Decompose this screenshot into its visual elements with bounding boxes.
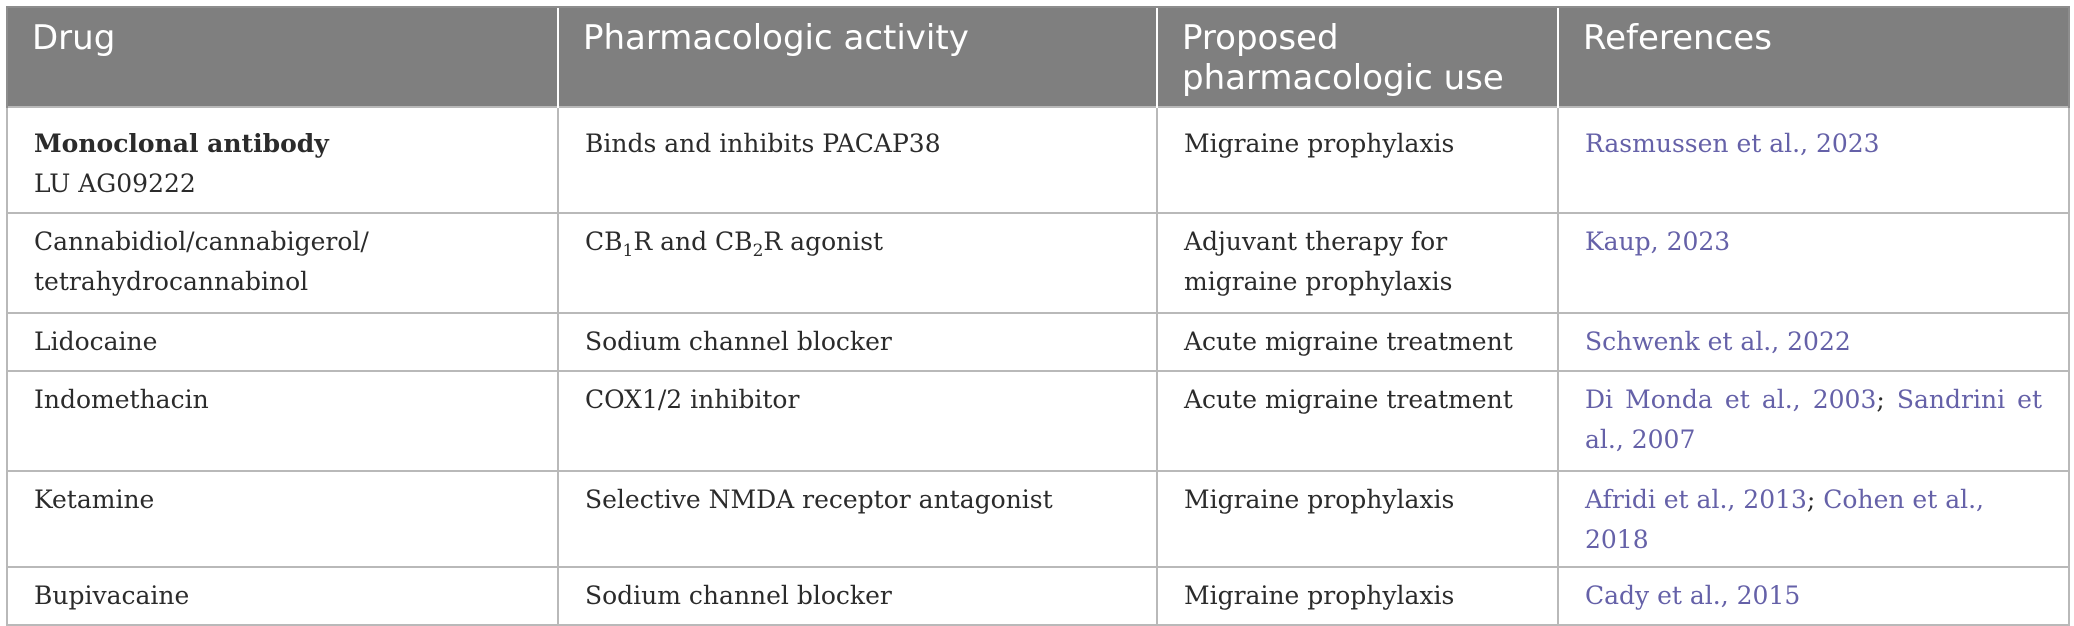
reference-link[interactable]: Cady et al., 2015 (1585, 581, 1801, 610)
table-row (7, 213, 2069, 313)
reference-link[interactable]: Schwenk et al., 2022 (1585, 327, 1851, 356)
cell-use: Migraine prophylaxis (1157, 567, 1558, 625)
drug-name-line1: Cannabidiol/cannabigerol/ (34, 227, 369, 256)
reference-link[interactable]: Kaup, 2023 (1585, 227, 1731, 256)
table-row (7, 371, 2069, 471)
reference-separator: ; (1876, 385, 1897, 414)
activity-sub1: 1 (622, 241, 634, 261)
header-activity: Pharmacologic activity (558, 7, 1157, 107)
reference-link[interactable]: Sandrini et al., 2007 (1585, 385, 2043, 454)
cell-activity: Binds and inhibits PACAP38 (558, 107, 1157, 213)
table-body (7, 107, 2069, 625)
cell-use (1157, 213, 1558, 313)
activity-mid: R and CB (633, 227, 753, 256)
cell-use: Migraine prophylaxis (1157, 471, 1558, 567)
cell-references (1558, 471, 2069, 567)
drug-name: LU AG09222 (34, 169, 196, 198)
header-references: References (1558, 7, 2069, 107)
cell-drug: Ketamine (7, 471, 558, 567)
header-use-line1: Proposed (1182, 18, 1339, 58)
cell-references (1558, 213, 2069, 313)
cell-drug: Lidocaine (7, 313, 558, 371)
header-use (1157, 7, 1558, 107)
table-header (7, 7, 2069, 107)
use-line2: migraine prophylaxis (1184, 267, 1453, 296)
table-row (7, 471, 2069, 567)
cell-drug: Indomethacin (7, 371, 558, 471)
reference-link[interactable]: Rasmussen et al., 2023 (1585, 129, 1880, 158)
cell-activity: Sodium channel blocker (558, 567, 1157, 625)
cell-drug (7, 107, 558, 213)
header-row (7, 7, 2069, 107)
table-row (7, 567, 2069, 625)
table-row (7, 313, 2069, 371)
drug-table-container (6, 6, 2068, 626)
table-row (7, 107, 2069, 213)
header-use-line2: pharmacologic use (1182, 58, 1504, 98)
reference-link[interactable]: Cohen et al., 2018 (1585, 485, 1985, 554)
cell-drug: Bupivacaine (7, 567, 558, 625)
activity-tail: R agonist (763, 227, 884, 256)
cell-references (1558, 107, 2069, 213)
activity-cb1: CB (585, 227, 623, 256)
drug-category-title: Monoclonal antibody (34, 129, 329, 158)
reference-link[interactable]: Afridi et al., 2013 (1585, 485, 1807, 514)
cell-activity (558, 213, 1157, 313)
cell-drug (7, 213, 558, 313)
use-line1: Adjuvant therapy for (1184, 227, 1448, 256)
cell-references (1558, 371, 2069, 471)
cell-use: Acute migraine treatment (1157, 371, 1558, 471)
drug-name-line2: tetrahydrocannabinol (34, 267, 309, 296)
cell-activity: COX1/2 inhibitor (558, 371, 1157, 471)
drug-table (6, 6, 2070, 626)
reference-separator: ; (1806, 485, 1824, 514)
cell-use: Acute migraine treatment (1157, 313, 1558, 371)
cell-use: Migraine prophylaxis (1157, 107, 1558, 213)
cell-references (1558, 313, 2069, 371)
header-drug: Drug (7, 7, 558, 107)
cell-references (1558, 567, 2069, 625)
reference-link[interactable]: Di Monda et al., 2003 (1585, 385, 1877, 414)
cell-activity: Selective NMDA receptor antagonist (558, 471, 1157, 567)
cell-activity: Sodium channel blocker (558, 313, 1157, 371)
activity-sub2: 2 (752, 241, 764, 261)
